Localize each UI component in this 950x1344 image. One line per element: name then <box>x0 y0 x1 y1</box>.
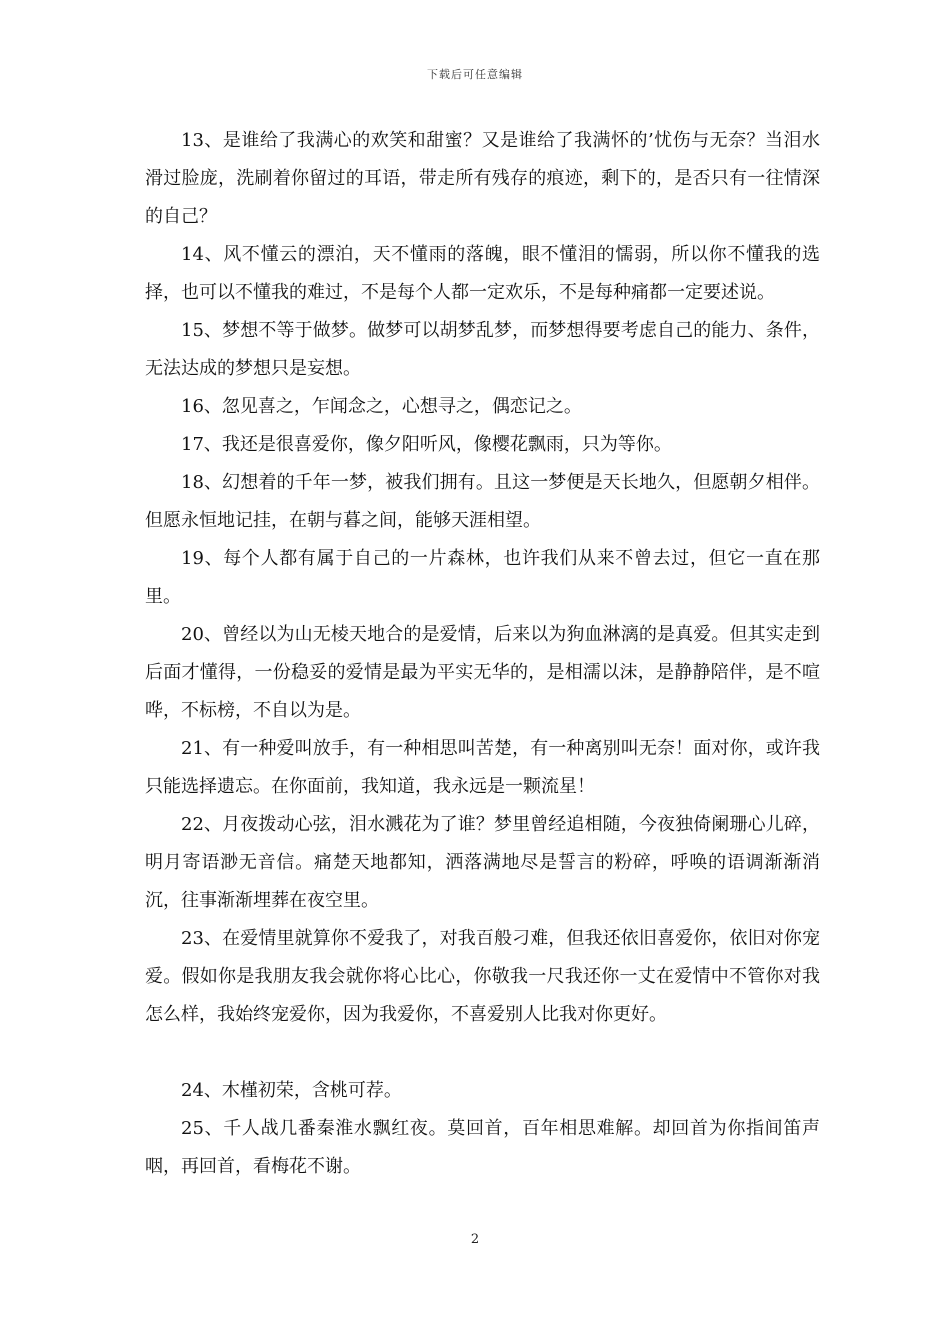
paragraph-24: 24、木槿初荣，含桃可荐。 <box>181 1080 402 1101</box>
paragraph-17: 17、我还是很喜爱你，像夕阳听风，像樱花飘雨，只为等你。 <box>181 434 672 455</box>
paragraph-18: 18、幻想着的千年一梦，被我们拥有。且这一梦便是天长地久，但愿朝夕相伴。但愿永恒地记挂，在朝与暮之间，能够天涯相望。 <box>145 472 820 531</box>
paragraph-13: 13、是谁给了我满心的欢笑和甜蜜？又是谁给了我满怀的’忧伤与无奈？当泪水滑过脸庞，洗刷着你留过的耳语，带走所有残存的痕迹，剩下的，是否只有一往情深的自己？ <box>145 130 820 227</box>
paragraph-20: 20、曾经以为山无棱天地合的是爱情，后来以为狗血淋漓的是真爱。但其实走到后面才懂得，一份稳妥的爱情是最为平实无华的，是相濡以沫，是静静陪伴，是不喧哗，不标榜，不自以为是。 <box>145 624 820 721</box>
paragraph-22: 22、月夜拨动心弦，泪水溅花为了谁？梦里曾经追相随，今夜独倚阑珊心儿碎，明月寄语渺无音信。痛楚天地都知，洒落满地尽是誓言的粉碎，呼唤的语调渐渐消沉，往事渐渐埋葬在夜空里。 <box>145 814 820 911</box>
document-body <box>145 122 820 1186</box>
page-number: 2 <box>470 1232 480 1247</box>
page-header: 下载后可任意编辑 <box>427 68 523 81</box>
paragraph-16: 16、忽见喜之，乍闻念之，心想寻之，偶恋记之。 <box>181 396 582 417</box>
paragraph-14: 14、风不懂云的漂泊，天不懂雨的落魄，眼不懂泪的懦弱，所以你不懂我的选择，也可以不懂我的难过，不是每个人都一定欢乐，不是每种痛都一定要述说。 <box>145 244 820 303</box>
paragraph-19: 19、每个人都有属于自己的一片森林，也许我们从来不曾去过，但它一直在那里。 <box>145 548 820 607</box>
paragraph-23: 23、在爱情里就算你不爱我了，对我百般刁难，但我还依旧喜爱你，依旧对你宠爱。假如你是我朋友我会就你将心比心，你敬我一尺我还你一丈在爱情中不管你对我怎么样，我始终宠爱你，因为我爱你，不喜爱别人比我对你更好。 <box>145 928 820 1025</box>
paragraph-21: 21、有一种爱叫放手，有一种相思叫苦楚，有一种离别叫无奈！面对你，或许我只能选择遗忘。在你面前，我知道，我永远是一颗流星！ <box>145 738 820 797</box>
paragraph-15: 15、梦想不等于做梦。做梦可以胡梦乱梦，而梦想得要考虑自己的能力、条件，无法达成的梦想只是妄想。 <box>145 320 820 379</box>
paragraph-25: 25、千人战几番秦淮水飘红夜。莫回首，百年相思难解。却回首为你指间笛声咽，再回首，看梅花不谢。 <box>145 1118 820 1177</box>
